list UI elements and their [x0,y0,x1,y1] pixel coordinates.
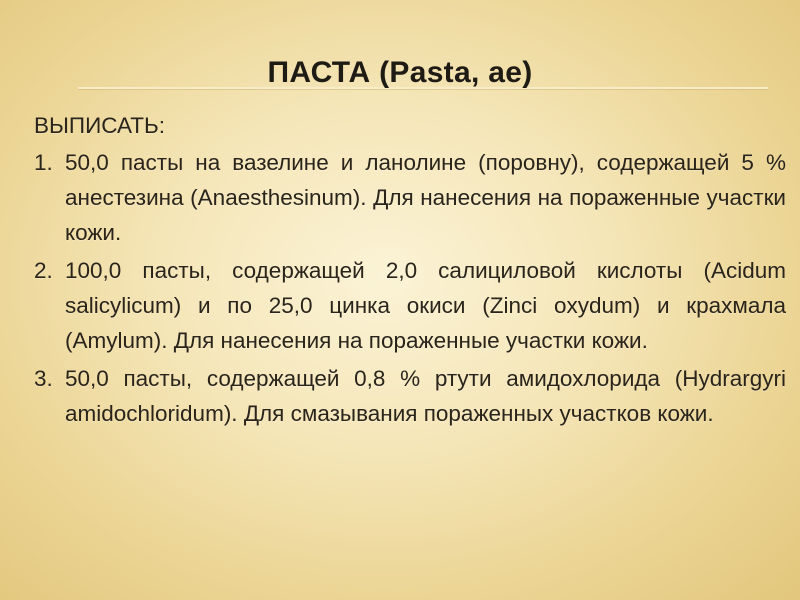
list-item-text: 100,0 пасты, содержащей 2,0 салициловой кислоты (Acidum salicylicum) и по 25,0 цинка окиси (Zinci oxydum) и крахмала (Amylum). Для нанесения на пораженные участки кожи. [65,258,786,353]
slide-body [34,108,786,434]
list-item-text: 50,0 пасты, содержащей 0,8 % ртути амидохлорида (Hydrargyri amidochloridum). Для смазывания пораженных участков кожи. [65,366,786,426]
list-item [34,145,786,250]
list-item-number: 1. [34,150,53,175]
section-heading: ВЫПИСАТЬ: [34,113,166,138]
list-item-number: 2. [34,258,53,283]
list-item-number: 3. [34,366,53,391]
list-item [34,361,786,431]
slide-title-text: ПАСТА (Pasta, ae) [267,56,533,89]
slide-title [0,53,800,93]
list-item-text: 50,0 пасты на вазелине и ланолине (поровну), содержащей 5 % анестезина (Anaesthesinum). Для нанесения на пораженные участки кожи. [65,150,786,245]
list-item [34,253,786,358]
